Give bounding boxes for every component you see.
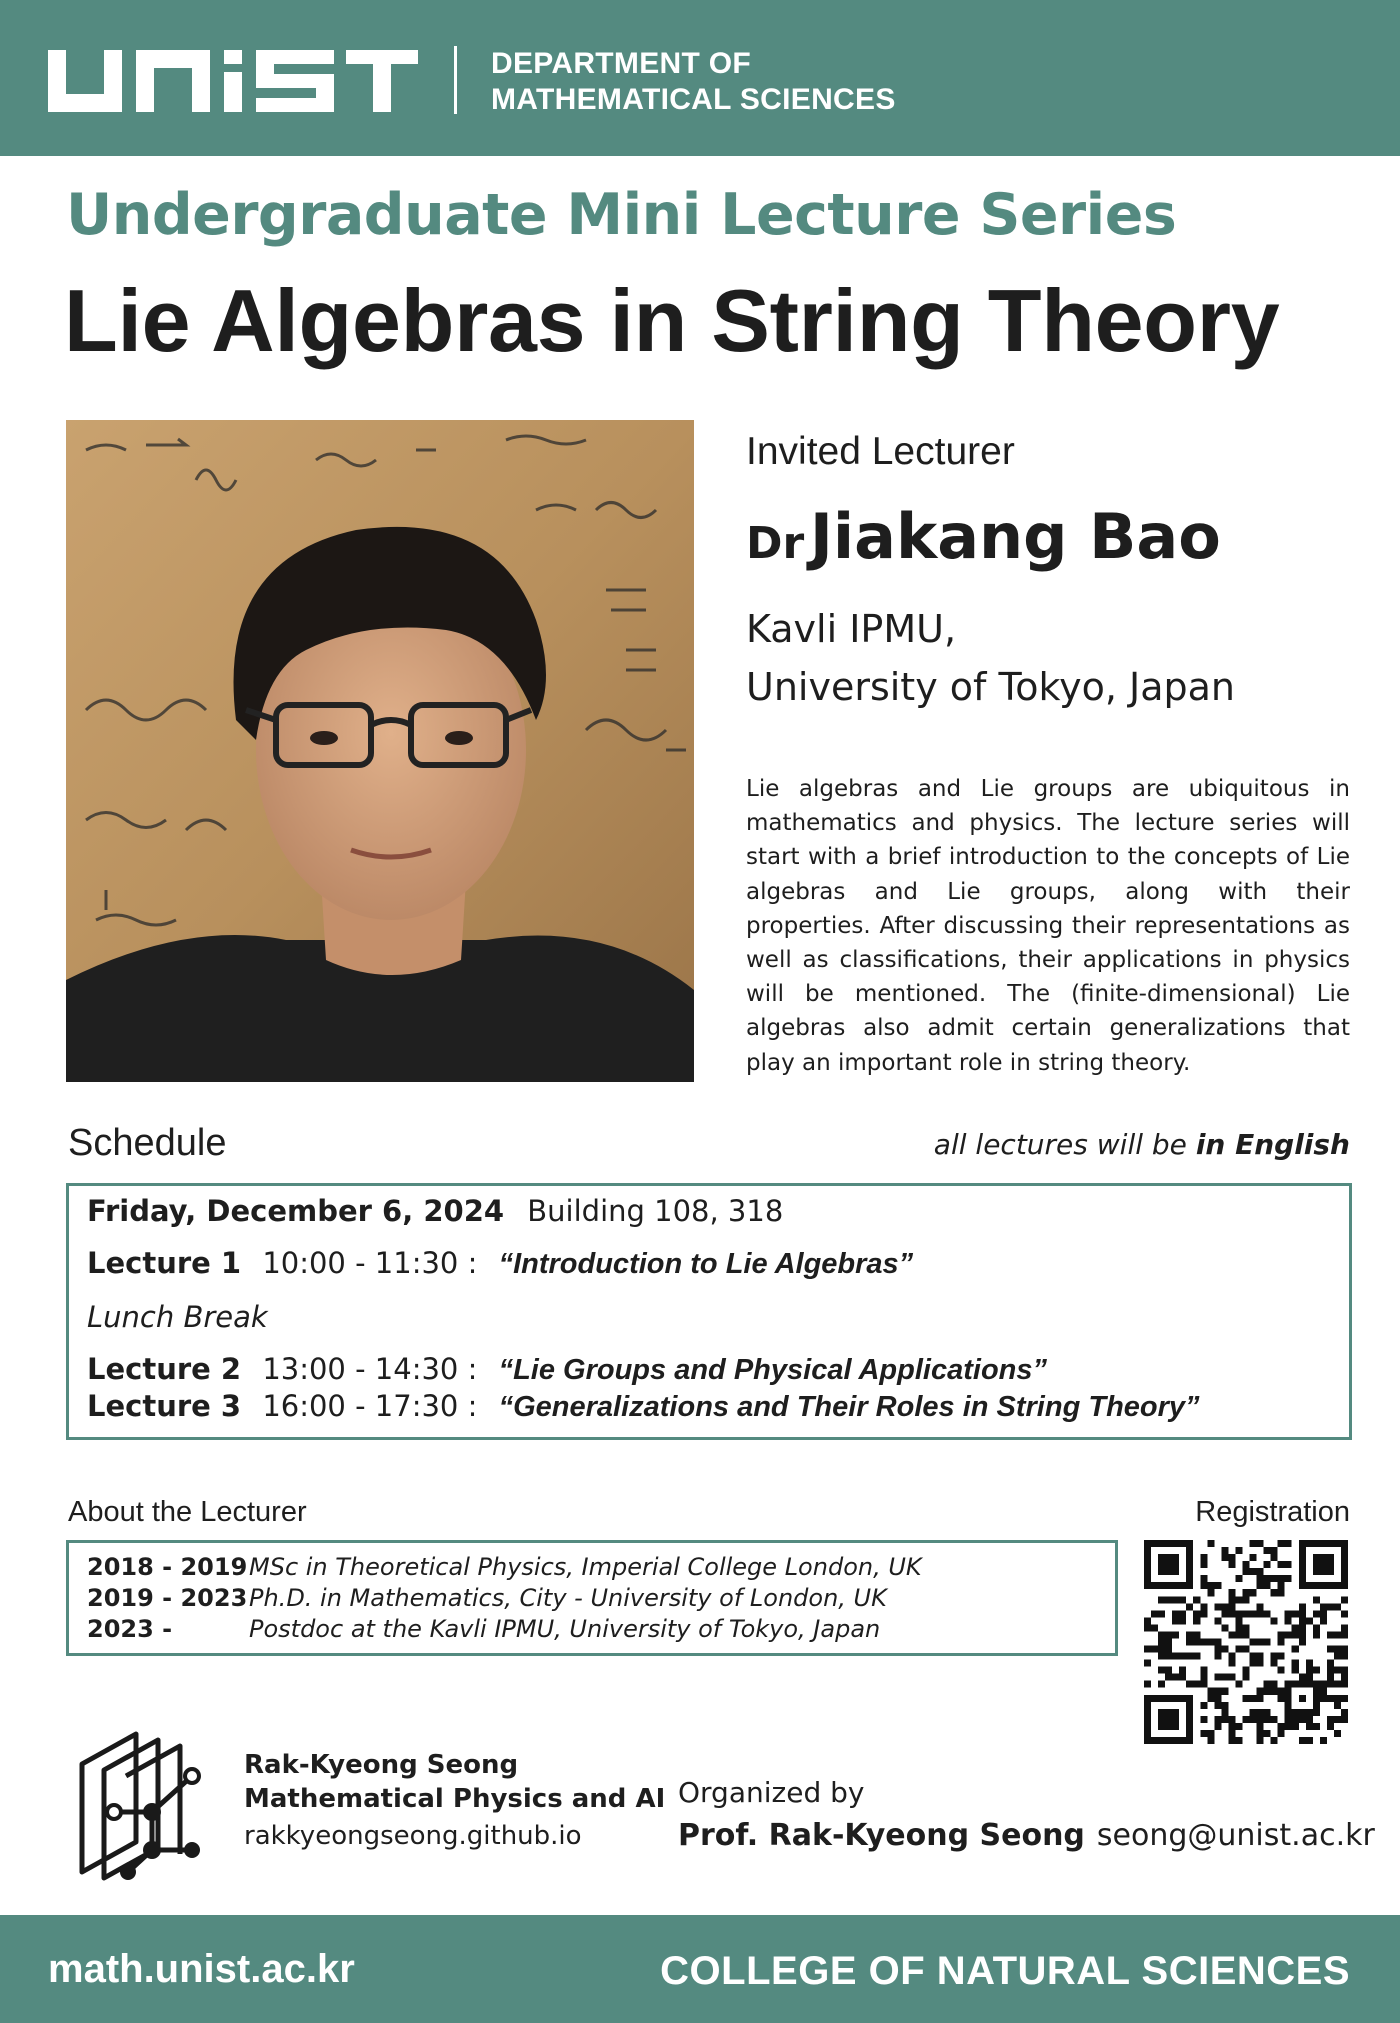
about-box	[66, 1540, 1118, 1656]
lecturer-title-prefix: Dr	[746, 518, 805, 569]
lecture-time: 10:00 - 11:30 :	[262, 1246, 478, 1280]
schedule-heading: Schedule	[68, 1122, 227, 1164]
about-desc: Postdoc at the Kavli IPMU, University of Tokyo, Japan	[249, 1615, 881, 1643]
department-name	[491, 46, 896, 118]
lab-name-line-2: Mathematical Physics and AI	[244, 1784, 666, 1814]
lecture-time: 16:00 - 17:30 :	[262, 1389, 478, 1423]
dept-line-1: DEPARTMENT OF	[491, 47, 751, 80]
lecturer-name	[746, 500, 1221, 573]
unist-logo	[48, 50, 418, 112]
lecture-label: Lecture 2	[87, 1352, 242, 1386]
footer-bar	[0, 1915, 1400, 2023]
lunch-break-row	[87, 1300, 268, 1334]
about-entry	[87, 1584, 887, 1612]
about-desc: Ph.D. in Mathematics, City - University of London, UK	[249, 1584, 887, 1612]
registration-qr-code[interactable]	[1144, 1540, 1348, 1744]
schedule-location: Building 108, 318	[527, 1194, 784, 1228]
header-bar	[0, 0, 1400, 156]
organizer-name: Prof. Rak-Kyeong Seong	[678, 1818, 1085, 1853]
organized-by-label: Organized by	[678, 1776, 865, 1809]
series-title: Undergraduate Mini Lecture Series	[66, 182, 1177, 248]
language-note-bold: in English	[1195, 1128, 1350, 1161]
lecture-topic: “Lie Groups and Physical Applications”	[498, 1354, 1048, 1386]
logo-divider	[454, 46, 457, 114]
lab-logo-icon	[74, 1722, 210, 1884]
lecture-row-1	[87, 1246, 913, 1281]
lab-name-line-1: Rak-Kyeong Seong	[244, 1750, 519, 1780]
lecture-topic: “Generalizations and Their Roles in String Theory”	[498, 1391, 1200, 1423]
about-years: 2019 - 2023	[87, 1584, 248, 1612]
registration-heading: Registration	[1195, 1496, 1350, 1528]
lecture-abstract: Lie algebras and Lie groups are ubiquitous in mathematics and physics. The lecture series will start with a brief introduction to the concepts of Lie algebras and Lie groups, along with their properties. After discussing their representations as well as classifications, their applications in physics will be mentioned. The (finite-dimensional) Lie algebras also admit certain generalizations that play an important role in string theory.	[746, 776, 1350, 1076]
language-note	[934, 1128, 1350, 1161]
lecture-label: Lecture 3	[87, 1389, 242, 1423]
schedule-date-row	[87, 1194, 783, 1228]
lecture-label: Lecture 1	[87, 1246, 242, 1280]
about-years: 2023 -	[87, 1615, 173, 1643]
lecturer-full-name: Jiakang Bao	[809, 500, 1221, 573]
organizer-line	[678, 1818, 1375, 1853]
lecturer-photo	[66, 420, 694, 1082]
about-entry	[87, 1553, 922, 1581]
schedule-box	[66, 1183, 1352, 1440]
footer-website[interactable]: math.unist.ac.kr	[48, 1947, 355, 1991]
invited-lecturer-label: Invited Lecturer	[746, 430, 1015, 473]
about-desc: MSc in Theoretical Physics, Imperial College London, UK	[249, 1553, 922, 1581]
footer-college: COLLEGE OF NATURAL SCIENCES	[660, 1949, 1350, 1993]
lecture-time: 13:00 - 14:30 :	[262, 1352, 478, 1386]
about-heading: About the Lecturer	[68, 1496, 307, 1528]
about-years: 2018 - 2019	[87, 1553, 248, 1581]
lab-info	[244, 1748, 665, 1856]
dept-line-2: MATHEMATICAL SCIENCES	[491, 83, 896, 116]
organizer-email[interactable]: seong@unist.ac.kr	[1096, 1818, 1375, 1853]
lunch-break: Lunch Break	[87, 1300, 268, 1334]
language-note-prefix: all lectures will be	[933, 1128, 1196, 1161]
schedule-date: Friday, December 6, 2024	[87, 1194, 505, 1228]
lab-url[interactable]: rakkyeongseong.github.io	[244, 1821, 582, 1851]
lecture-topic: “Introduction to Lie Algebras”	[498, 1248, 914, 1280]
lecture-row-3	[87, 1389, 1200, 1424]
affiliation-line-2: University of Tokyo, Japan	[746, 665, 1236, 709]
affiliation-line-1: Kavli IPMU,	[746, 607, 957, 651]
lecturer-portrait-image	[66, 420, 694, 1082]
about-entry	[87, 1615, 880, 1643]
lecture-row-2	[87, 1352, 1047, 1387]
lecturer-affiliation	[746, 600, 1235, 716]
lecture-title: Lie Algebras in String Theory	[64, 271, 1280, 370]
